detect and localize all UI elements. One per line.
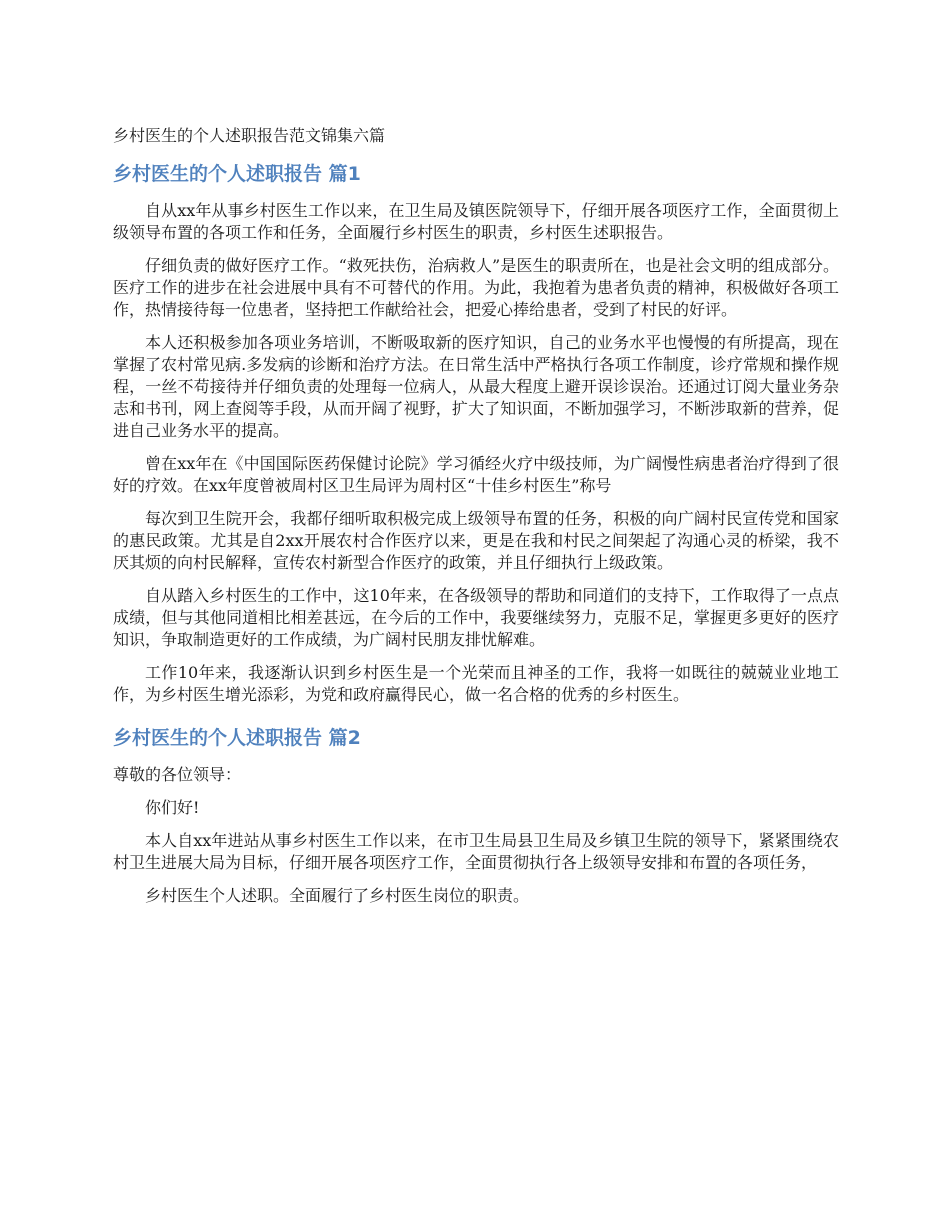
salutation: 尊敬的各位领导： [113,765,242,784]
document-body [113,124,839,918]
paragraph: 本人自xx年进站从事乡村医生工作以来，在市卫生局县卫生局及乡镇卫生院的领导下，紧紧围绕农村卫生进展大局为目标，仔细开展各项医疗工作，全面贯彻执行各上级领导安排和布置的各项任务， [113,831,839,872]
paragraph: 你们好! [145,798,200,817]
paragraph: 乡村医生个人述职。全面履行了乡村医生岗位的职责。 [145,886,530,905]
paragraph: 工作10年来，我逐渐认识到乡村医生是一个光荣而且神圣的工作，我将一如既往的兢兢业业地工作，为乡村医生增光添彩，为党和政府赢得民心，做一名合格的优秀的乡村医生。 [113,663,839,704]
paragraph: 仔细负责的做好医疗工作。“救死扶伤，治病救人”是医生的职责所在，也是社会文明的组成部分。医疗工作的进步在社会进展中具有不可替代的作用。为此，我抱着为患者负责的精神，积极做好各项工作，热情接待每一位患者，坚持把工作献给社会，把爱心捧给患者，受到了村民的好评。 [113,256,839,319]
paragraph: 每次到卫生院开会，我都仔细听取积极完成上级领导布置的任务，积极的向广阔村民宣传党和国家的惠民政策。尤其是自2xx开展农村合作医疗以来，更是在我和村民之间架起了沟通心灵的桥梁，我不厌其烦的向村民解释，宣传农村新型合作医疗的政策，并且仔细执行上级政策。 [113,509,839,572]
paragraph: 曾在xx年在《中国国际医药保健讨论院》学习循经火疗中级技师，为广阔慢性病患者治疗得到了很好的疗效。在xx年度曾被周村区卫生局评为周村区“十佳乡村医生”称号 [113,454,839,495]
paragraph: 自从踏入乡村医生的工作中，这10年来，在各级领导的帮助和同道们的支持下，工作取得了一点点成绩，但与其他同道相比相差甚远，在今后的工作中，我要继续努力，克服不足，掌握更多更好的医疗知识，争取制造更好的工作成绩，为广阔村民朋友排忧解难。 [113,586,839,649]
section-heading-1: 乡村医生的个人述职报告 篇1 [113,163,361,185]
paragraph: 自从xx年从事乡村医生工作以来，在卫生局及镇医院领导下，仔细开展各项医疗工作，全面贯彻上级领导布置的各项工作和任务，全面履行乡村医生的职责，乡村医生述职报告。 [113,201,839,242]
document-title: 乡村医生的个人述职报告范文锦集六篇 [113,126,386,145]
paragraph: 本人还积极参加各项业务培训，不断吸取新的医疗知识，自己的业务水平也慢慢的有所提高，现在掌握了农村常见病.多发病的诊断和治疗方法。在日常生活中严格执行各项工作制度，诊疗常规和操作规程，一丝不苟接待并仔细负责的处理每一位病人，从最大程度上避开误诊误治。还通过订阅大量业务杂志和书刊，网上查阅等手段，从而开阔了视野，扩大了知识面，不断加强学习，不断涉取新的营养，促进自己业务水平的提高。 [113,333,839,440]
section-heading-2: 乡村医生的个人述职报告 篇2 [113,727,361,749]
